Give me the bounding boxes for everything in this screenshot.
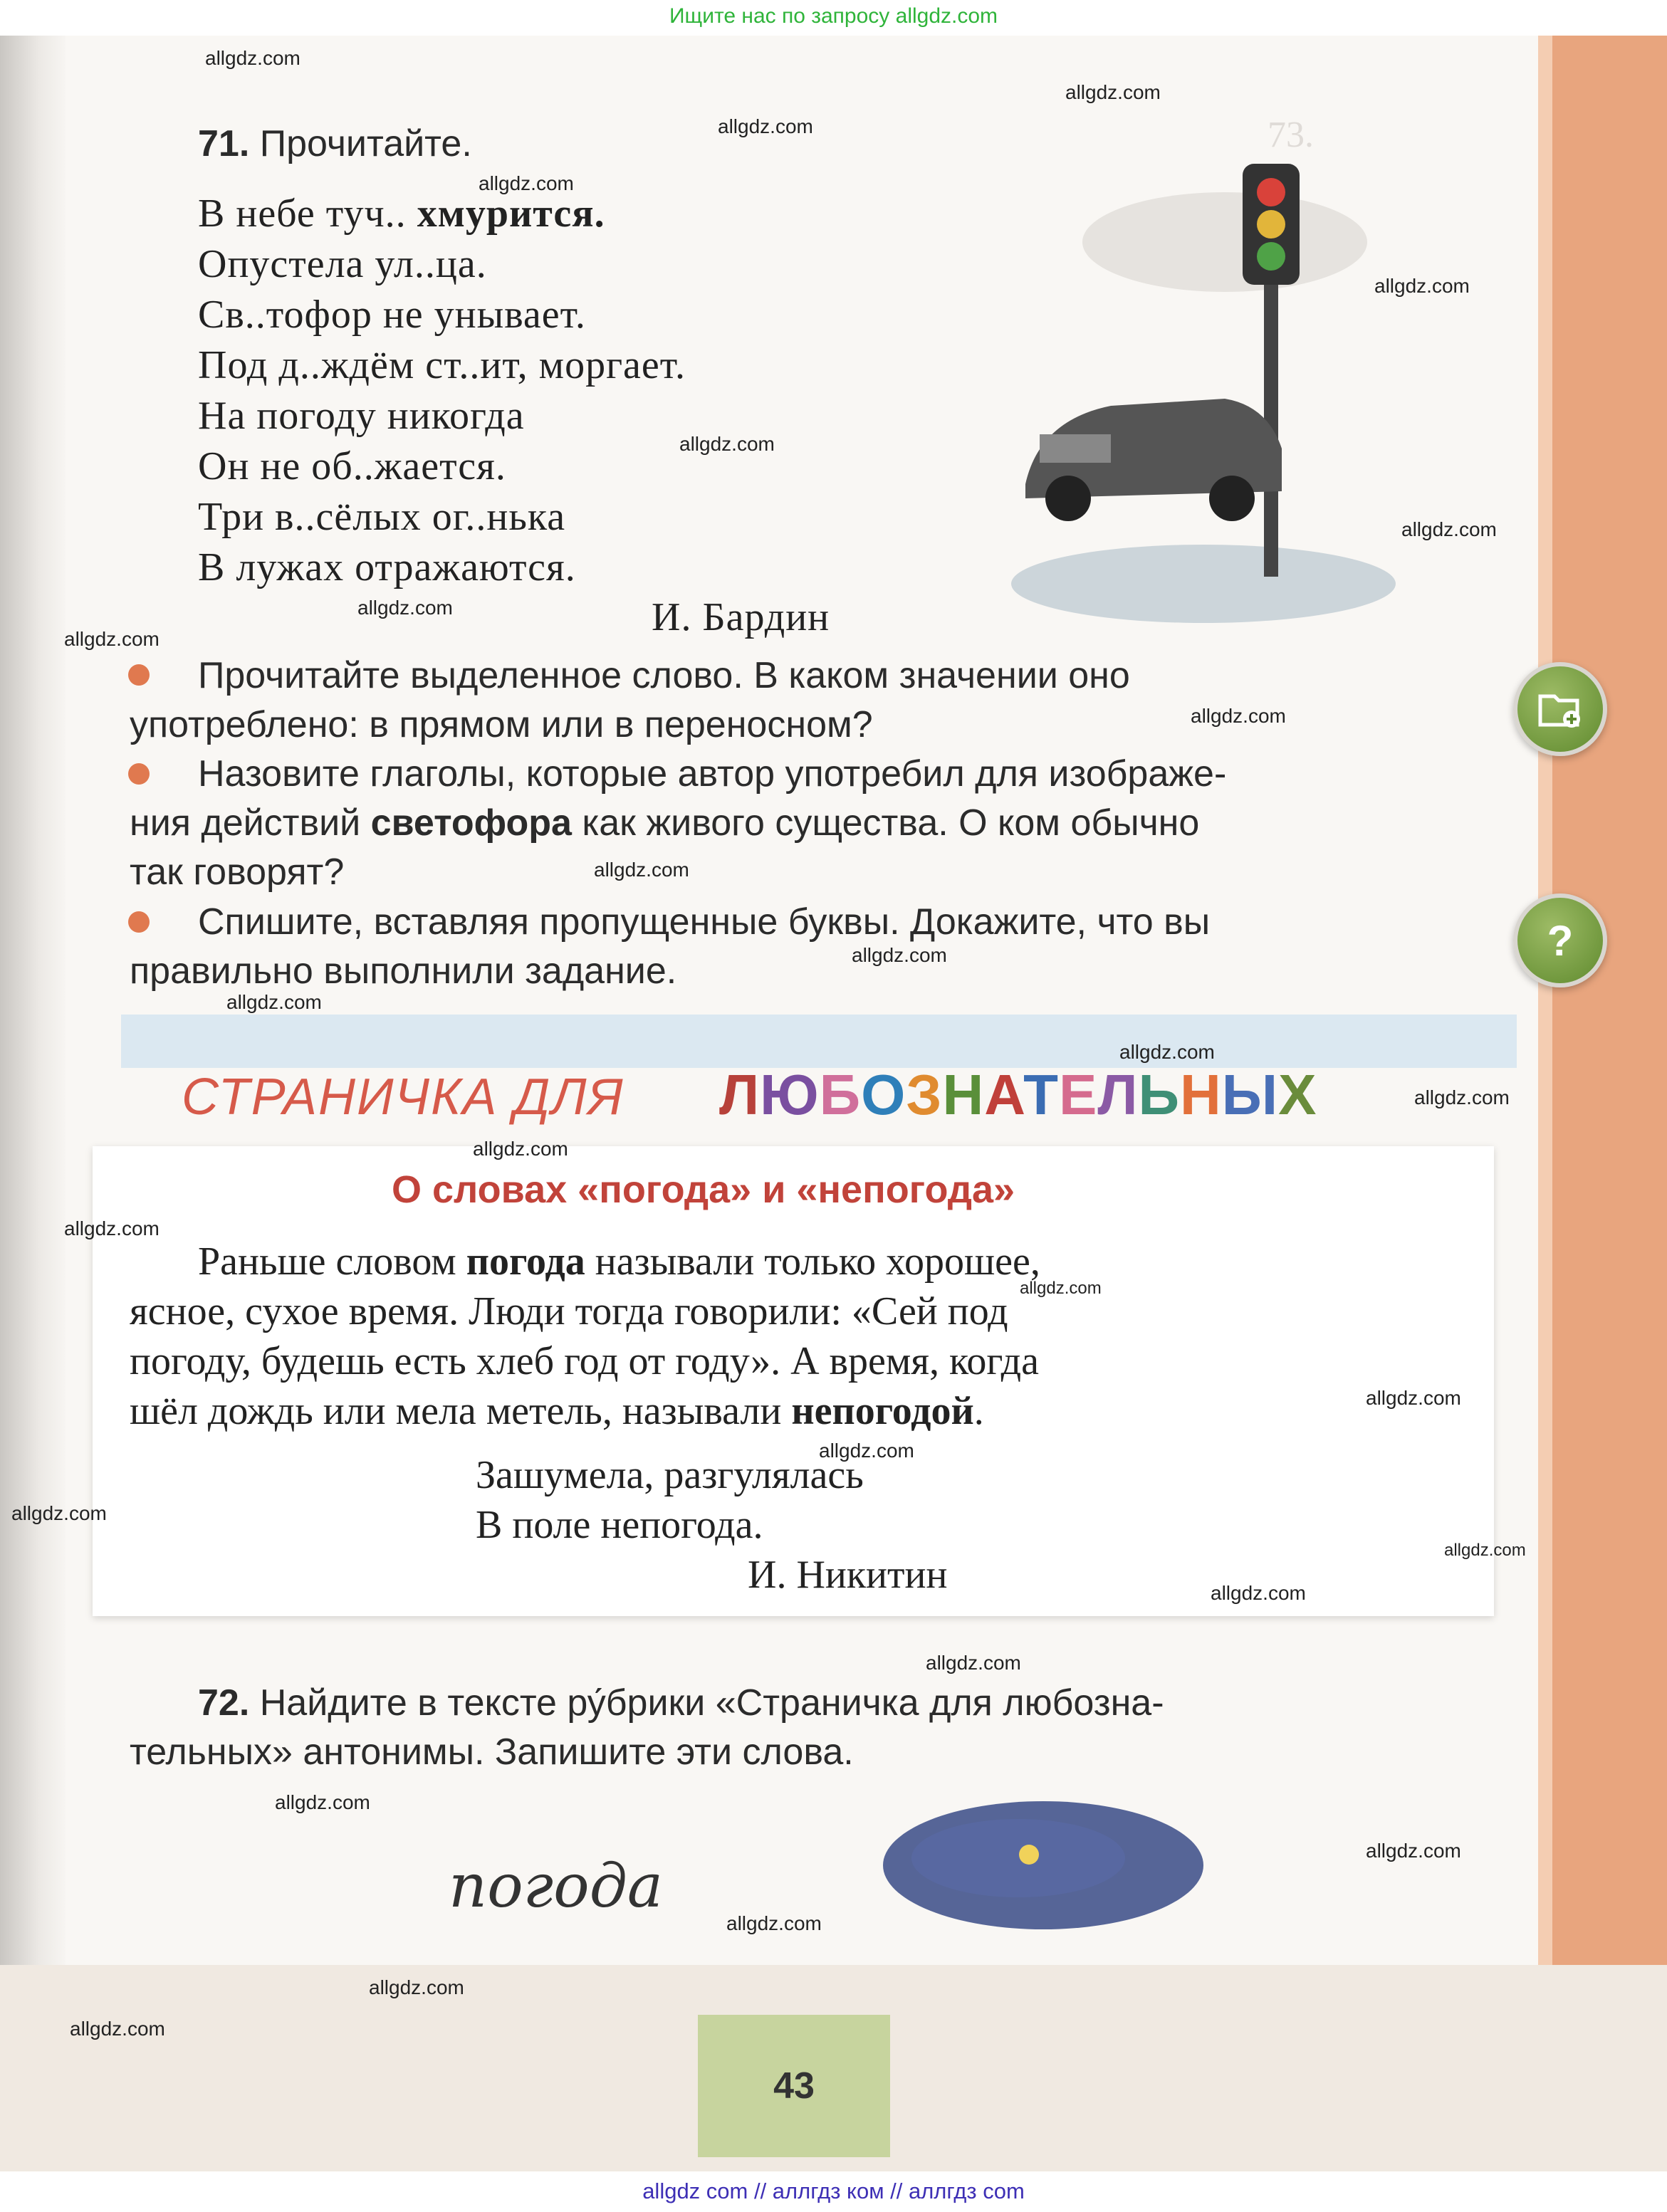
poem-line: Опустела ул..ца.: [198, 242, 487, 286]
watermark: allgdz.com: [275, 1791, 370, 1813]
rubric-paragraph-line: ясное, сухое время. Люди тогда говорили: «Сей под: [130, 1289, 1008, 1333]
watermark: allgdz.com: [226, 991, 322, 1013]
rubric-title-letter: Л: [1097, 1063, 1139, 1126]
watermark: allgdz.com: [1366, 1387, 1461, 1409]
watermark: allgdz.com: [852, 944, 947, 966]
bleed-through-text: 73.: [1268, 115, 1314, 155]
rubric-title-letter: Ю: [760, 1063, 820, 1126]
watermark: allgdz.com: [594, 859, 689, 881]
verse-author: И. Никитин: [748, 1553, 948, 1597]
rubric-paragraph-line: шёл дождь или мела метель, называли непогодой.: [130, 1389, 984, 1433]
poem-line: В лужах отражаются.: [198, 545, 576, 589]
watermark: allgdz.com: [205, 47, 301, 69]
night-sky-illustration: [876, 1794, 1211, 1936]
watermark: allgdz.com: [1191, 705, 1286, 727]
watermark: allgdz.com: [1119, 1041, 1215, 1063]
help-button[interactable]: [1513, 893, 1607, 987]
watermark: allgdz.com: [357, 597, 453, 619]
question-icon: ?: [1547, 916, 1574, 965]
top-search-hint[interactable]: Ищите нас по запросу allgdz.com: [669, 4, 998, 28]
next-page-edge: [1552, 36, 1667, 2171]
poem-line: На погоду никогда: [198, 394, 525, 438]
task-text: ния действий светофора как живого существа. О ком обычно: [130, 802, 1200, 844]
exercise-number: 72.: [198, 1682, 250, 1724]
bottom-links[interactable]: allgdz com // аллгдз ком // аллгдз com: [642, 2179, 1025, 2203]
rubric-title-letter: Х: [1278, 1063, 1317, 1126]
rubric-title-letter: З: [906, 1063, 943, 1126]
poem-line: В небе туч.. хмурится.: [198, 192, 605, 236]
watermark: allgdz.com: [1065, 81, 1161, 103]
watermark: allgdz.com: [926, 1652, 1021, 1674]
rubric-title-part2: [719, 1062, 1317, 1128]
verse-line: Зашумела, разгулялась: [476, 1453, 864, 1497]
rubric-title-letter: Ы: [1221, 1063, 1279, 1126]
poem-line: Три в..сёлых ог..нька: [198, 495, 566, 539]
sample-handwritten-word: погода: [449, 1851, 664, 1921]
task-bullet: [128, 664, 150, 686]
task-text: Назовите глаголы, которые автор употребил для изображе-: [198, 753, 1227, 795]
watermark: allgdz.com: [64, 628, 160, 650]
watermark: allgdz.com: [369, 1976, 464, 1998]
watermark: allgdz.com: [819, 1440, 914, 1462]
folder-plus-icon: [1537, 689, 1583, 729]
rubric-heading: О словах «погода» и «непогода»: [392, 1168, 1015, 1211]
watermark: allgdz.com: [1444, 1541, 1526, 1560]
rubric-paragraph-line: Раньше словом погода называли только хорошее,: [198, 1239, 1040, 1284]
verse-line: В поле непогода.: [476, 1503, 763, 1547]
task-bullet: [128, 763, 150, 785]
task-text: правильно выполнили задание.: [130, 950, 677, 992]
poem: [198, 191, 686, 595]
rubric-title-letter: Т: [1023, 1063, 1059, 1126]
watermark: allgdz.com: [64, 1217, 160, 1239]
rubric-title-letter: Н: [1179, 1063, 1222, 1126]
rubric-title-letter: О: [861, 1063, 906, 1126]
poem-line: Под д..ждём ст..ит, моргает.: [198, 343, 686, 387]
rubric-title-part1: СТРАНИЧКА ДЛЯ: [182, 1069, 625, 1126]
page-number: 43: [773, 2065, 815, 2107]
resources-button[interactable]: [1513, 662, 1607, 756]
exercise-71-header: [198, 122, 472, 165]
traffic-light-illustration: [1011, 150, 1453, 634]
watermark: allgdz.com: [11, 1502, 107, 1524]
rubric-paragraph-line: погоду, будешь есть хлеб год от году». А время, когда: [130, 1339, 1039, 1383]
rubric-title-letter: Ь: [1138, 1063, 1180, 1126]
watermark: allgdz.com: [726, 1912, 822, 1934]
task-text: так говорят?: [130, 851, 345, 893]
watermark: allgdz.com: [679, 433, 775, 455]
watermark: allgdz.com: [479, 172, 574, 194]
rubric-title-letter: А: [984, 1063, 1024, 1126]
watermark: allgdz.com: [473, 1138, 568, 1160]
poem-author: И. Бардин: [652, 595, 830, 639]
rubric-title-letter: Л: [719, 1063, 761, 1126]
exercise-72-line: 72. Найдите в тексте ру́брики «Страничка для любозна-: [198, 1682, 1164, 1724]
watermark: allgdz.com: [1401, 518, 1497, 540]
task-text: Спишите, вставляя пропущенные буквы. Докажите, что вы: [198, 901, 1211, 943]
watermark: allgdz.com: [1414, 1086, 1510, 1108]
watermark: allgdz.com: [1211, 1582, 1306, 1604]
watermark: allgdz.com: [1020, 1279, 1102, 1298]
rubric-title-letter: Б: [819, 1063, 862, 1126]
poem-line: Св..тофор не унывает.: [198, 293, 586, 337]
watermark: allgdz.com: [1374, 275, 1470, 297]
task-text: Прочитайте выделенное слово. В каком значении оно: [198, 655, 1130, 696]
book-spine: [0, 36, 66, 2171]
rubric-title-letter: Н: [942, 1063, 985, 1126]
watermark: allgdz.com: [718, 115, 813, 137]
exercise-number: 71.: [198, 123, 250, 164]
exercise-72-line: тельных» антонимы. Запишите эти слова.: [130, 1731, 854, 1773]
poem-line: Он не об..жается.: [198, 444, 506, 488]
exercise-title: Прочитайте.: [259, 123, 472, 164]
watermark: allgdz.com: [70, 2018, 165, 2040]
task-text: употреблено: в прямом или в переносном?: [130, 704, 873, 745]
task-bullet: [128, 911, 150, 933]
watermark: allgdz.com: [1366, 1840, 1461, 1862]
rubric-banner-band: [121, 1015, 1517, 1068]
rubric-title-letter: Е: [1058, 1063, 1098, 1126]
